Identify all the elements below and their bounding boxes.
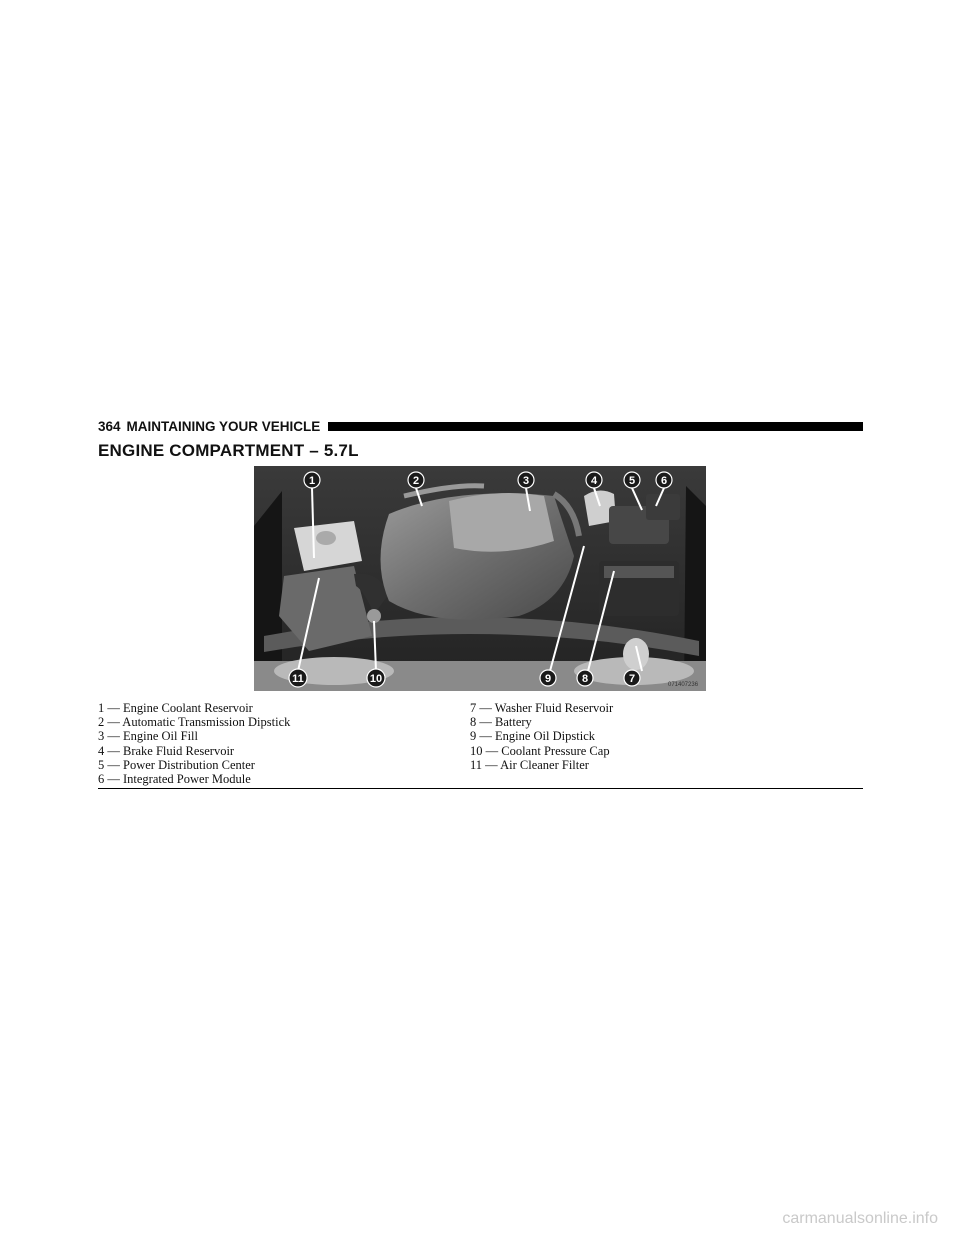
callout-2: [408, 472, 424, 488]
legend-item: 3 — Engine Oil Fill: [98, 729, 198, 744]
callout-9: [540, 670, 556, 686]
legend-item: 1 — Engine Coolant Reservoir: [98, 701, 253, 715]
legend-bottom-rule: [98, 788, 863, 789]
page-number: 364: [98, 418, 121, 434]
engine-illustration: [254, 466, 706, 691]
callout-3: [518, 472, 534, 488]
integrated-power-module-shape: [646, 494, 680, 520]
svg-text:3: 3: [522, 475, 530, 487]
running-header: [98, 416, 863, 436]
callout-11: [289, 669, 307, 687]
svg-text:1: 1: [308, 475, 316, 487]
svg-text:11: 11: [292, 673, 304, 685]
svg-text:7: 7: [628, 673, 636, 685]
legend-item: 9 — Engine Oil Dipstick: [470, 729, 595, 744]
callout-8: [577, 670, 593, 686]
page-title: ENGINE COMPARTMENT – 5.7L: [98, 441, 359, 460]
svg-text:6: 6: [660, 475, 668, 487]
svg-text:8: 8: [581, 673, 589, 685]
legend-item: 5 — Power Distribution Center: [98, 757, 255, 772]
callout-4: [586, 472, 602, 488]
legend-item: 11 — Air Cleaner Filter: [470, 757, 589, 772]
washer-fluid-cap-shape: [623, 638, 649, 670]
engine-compartment-photo: [254, 466, 706, 691]
svg-text:2: 2: [412, 475, 420, 487]
coolant-pressure-cap-shape: [367, 609, 381, 623]
callout-1: [304, 472, 320, 488]
watermark: carmanualsonline.info: [782, 1210, 938, 1227]
header-rule: [328, 422, 863, 431]
callout-7: [624, 670, 640, 686]
svg-text:10: 10: [369, 673, 383, 685]
component-legend: [98, 701, 863, 786]
callout-6: [656, 472, 672, 488]
callout-5: [624, 472, 640, 488]
figure-id: 071407236: [668, 682, 699, 688]
svg-text:5: 5: [628, 475, 636, 487]
svg-text:9: 9: [544, 673, 552, 685]
section-title: MAINTAINING YOUR VEHICLE: [126, 418, 321, 434]
legend-item: 8 — Battery: [470, 715, 532, 730]
legend-item: 10 — Coolant Pressure Cap: [470, 743, 610, 758]
legend-right-column: [470, 701, 613, 786]
legend-item: 6 — Integrated Power Module: [98, 772, 251, 787]
legend-item: 7 — Washer Fluid Reservoir: [470, 701, 614, 715]
legend-item: 4 — Brake Fluid Reservoir: [98, 743, 235, 758]
callout-10: [367, 669, 385, 687]
legend-left-column: [98, 701, 470, 786]
legend-item: 2 — Automatic Transmission Dipstick: [98, 715, 291, 730]
svg-text:4: 4: [590, 475, 598, 487]
